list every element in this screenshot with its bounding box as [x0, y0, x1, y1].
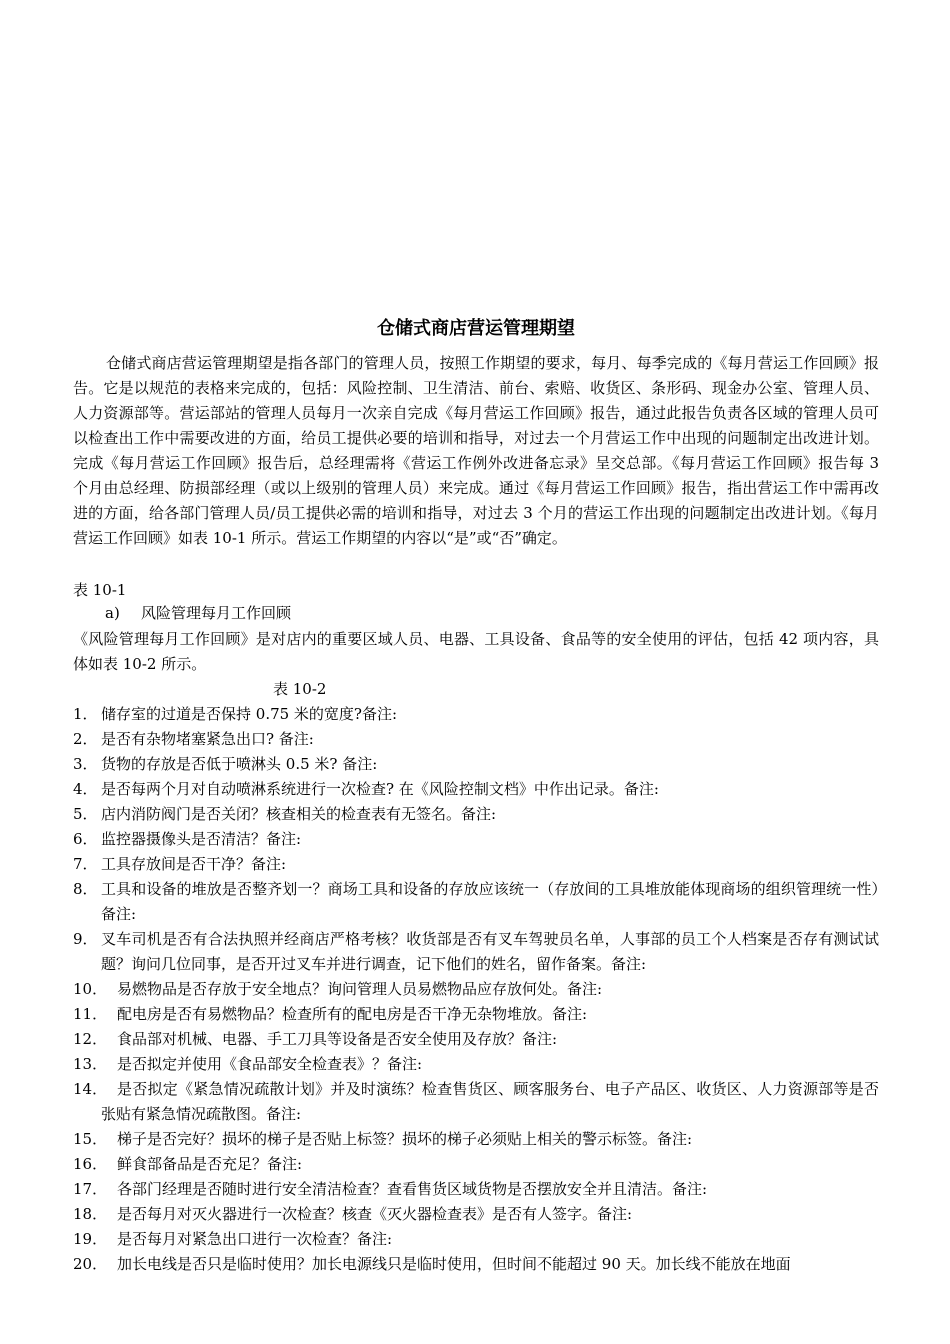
checklist-item [73, 827, 879, 852]
item-text: 易燃物品是否存放于安全地点？询问管理人员易燃物品应存放何处。备注: [117, 980, 603, 998]
item-number: 15． [73, 1130, 108, 1148]
item-number: 18． [73, 1205, 108, 1223]
item-text: 工具存放间是否干净？备注: [101, 855, 287, 873]
item-number: 7． [73, 855, 98, 873]
item-text: 工具和设备的堆放是否整齐划一？商场工具和设备的存放应该统一（存放间的工具堆放能体现商场的组织管理统一性）备注: [101, 880, 879, 923]
intro-paragraph: 仓储式商店营运管理期望是指各部门的管理人员，按照工作期望的要求，每月、每季完成的《每月营运工作回顾》报告。它是以规范的表格来完成的，包括：风险控制、卫生清洁、前台、索赔、收货区、条形码、现金办公室、管理人员、人力资源部等。营运部站的管理人员每月一次亲自完成《每月营运工作回顾》报告，通过此报告负责各区域的管理人员可以检查出工作中需要改进的方面，给员工提供必要的培训和指导，对过去一个月营运工作中出现的问题制定出改进计划。完成《每月营运工作回顾》报告后，总经理需将《营运工作例外改进备忘录》呈交总部。《每月营运工作回顾》报告每 3 个月由总经理、防损部经理（或以上级别的管理人员）来完成。通过《每月营运工作回顾》报告，指出营运工作中需再改进的方面，给各部门管理人员/员工提供必需的培训和指导，对过去 3 个月的营运工作出现的问题制定出改进计划。《每月营运工作回顾》如表 10-1 所示。营运工作期望的内容以“是”或“否”确定。 [73, 354, 879, 547]
checklist-item [73, 852, 879, 877]
checklist-item [73, 1052, 879, 1077]
item-text: 各部门经理是否随时进行安全清洁检查？查看售货区域货物是否摆放安全并且清洁。备注: [117, 1180, 708, 1198]
checklist-item [73, 802, 879, 827]
item-number: 3． [73, 755, 98, 773]
item-number: 11． [73, 1005, 108, 1023]
item-number: 9． [73, 930, 98, 948]
page-title: 仓储式商店营运管理期望 [377, 318, 575, 339]
checklist-item [73, 877, 879, 927]
checklist [73, 702, 879, 1277]
item-number: 14． [73, 1080, 108, 1098]
table-label-10-2: 表 10-2 [273, 680, 327, 698]
checklist-item [73, 1252, 879, 1277]
item-number: 1． [73, 705, 98, 723]
checklist-item [73, 977, 879, 1002]
item-number: 20． [73, 1255, 108, 1273]
checklist-item [73, 1202, 879, 1227]
item-text: 梯子是否完好？损坏的梯子是否贴上标签？损坏的梯子必须贴上相关的警示标签。备注: [117, 1130, 693, 1148]
item-text: 是否每月对紧急出口进行一次检查？备注: [117, 1230, 393, 1248]
item-text: 是否有杂物堵塞紧急出口? 备注: [101, 730, 314, 748]
item-text: 是否拟定《紧急情况疏散计划》并及时演练？检查售货区、顾客服务台、电子产品区、收货区、人力资源部等是否张贴有紧急情况疏散图。备注: [101, 1080, 879, 1123]
checklist-item [73, 927, 879, 977]
item-number: 5． [73, 805, 98, 823]
checklist-item [73, 702, 879, 727]
item-number: 13． [73, 1055, 108, 1073]
section-marker: a) [105, 604, 120, 622]
item-text: 鲜食部备品是否充足？备注: [117, 1155, 303, 1173]
checklist-item [73, 1002, 879, 1027]
item-text: 加长电线是否只是临时使用？加长电源线只是临时使用，但时间不能超过 90 天。加长线不能放在地面 [117, 1255, 791, 1273]
section-title: 风险管理每月工作回顾 [141, 604, 292, 622]
checklist-item [73, 752, 879, 777]
item-number: 12． [73, 1030, 108, 1048]
checklist-item [73, 1077, 879, 1127]
item-text: 店内消防阀门是否关闭？核查相关的检查表有无签名。备注: [101, 805, 497, 823]
item-number: 10． [73, 980, 108, 998]
item-text: 是否每两个月对自动喷淋系统进行一次检查? 在《风险控制文档》中作出记录。备注: [101, 780, 659, 798]
checklist-item [73, 727, 879, 752]
item-number: 19． [73, 1230, 108, 1248]
item-number: 16． [73, 1155, 108, 1173]
checklist-item [73, 1127, 879, 1152]
item-text: 食品部对机械、电器、手工刀具等设备是否安全使用及存放？备注: [117, 1030, 558, 1048]
checklist-item [73, 777, 879, 802]
section-heading [105, 601, 291, 626]
item-text: 叉车司机是否有合法执照并经商店严格考核？收货部是否有叉车驾驶员名单，人事部的员工个人档案是否存有测试试题？询问几位同事，是否开过叉车并进行调查，记下他们的姓名，留作备案。备注: [101, 930, 879, 973]
item-text: 监控器摄像头是否清洁？备注: [101, 830, 302, 848]
item-number: 6． [73, 830, 98, 848]
checklist-item [73, 1227, 879, 1252]
checklist-item [73, 1152, 879, 1177]
checklist-item [73, 1027, 879, 1052]
item-text: 是否拟定并使用《食品部安全检查表》？备注: [117, 1055, 423, 1073]
item-text: 货物的存放是否低于喷淋头 0.5 米? 备注: [101, 755, 378, 773]
table-label-10-1: 表 10-1 [73, 581, 127, 599]
item-number: 2． [73, 730, 98, 748]
item-text: 是否每月对灭火器进行一次检查？核查《灭火器检查表》是否有人签字。备注: [117, 1205, 633, 1223]
item-number: 8． [73, 880, 98, 898]
item-number: 4． [73, 780, 98, 798]
item-text: 配电房是否有易燃物品？检查所有的配电房是否干净无杂物堆放。备注: [117, 1005, 588, 1023]
item-text: 储存室的过道是否保持 0.75 米的宽度?备注: [101, 705, 398, 723]
checklist-item [73, 1177, 879, 1202]
item-number: 17． [73, 1180, 108, 1198]
section-intro: 《风险管理每月工作回顾》是对店内的重要区域人员、电器、工具设备、食品等的安全使用的评估，包括 42 项内容，具体如表 10-2 所示。 [73, 630, 879, 673]
